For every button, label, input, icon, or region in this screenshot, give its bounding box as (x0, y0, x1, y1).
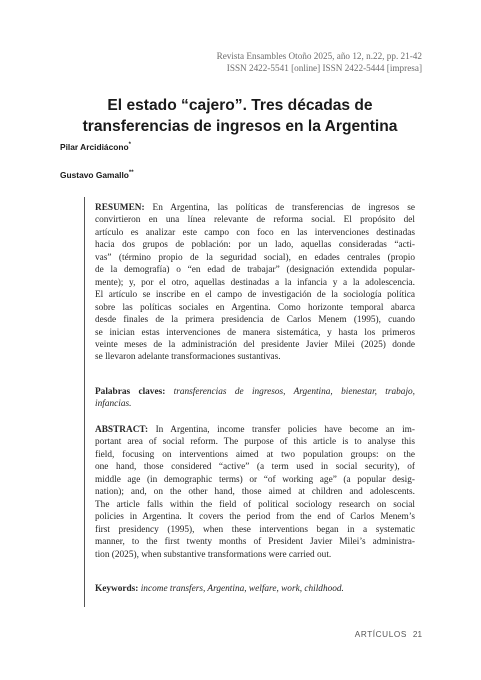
abstract-block (95, 424, 415, 561)
resumen-block (95, 202, 415, 364)
abstract-line: middle age (in demographic terms) or “of working age” (a popular desig- (95, 474, 415, 485)
resumen-line: desde finales de la primera presidencia de Carlos Menem (1995), cuando (95, 315, 415, 326)
keywords-label: Keywords: (95, 584, 139, 594)
author-2-footnote-mark: ** (128, 170, 134, 177)
resumen-line: veinte meses de la administración del presidente Javier Milei (2025) donde (95, 339, 415, 350)
abstract-line: tion (2025), when substantive transformations were carried out. (95, 549, 332, 560)
page-footer (355, 630, 422, 639)
resumen-line: vas” (término propio de la seguridad social), en edades centrales (propio (95, 252, 415, 263)
keywords-line (95, 583, 415, 595)
resumen-line: El artículo se inscribe en el campo de investigación de la sociología política (95, 290, 415, 301)
abstract-line: manner, to the first twenty months of President Javier Milei’s administra- (95, 537, 415, 548)
abstract-line: The article falls within the field of political sociology research on social (95, 499, 415, 510)
keywords-text: income transfers, Argentina, welfare, work, childhood. (140, 584, 344, 594)
palabras-claves-block (95, 386, 415, 411)
page-number: 21 (412, 630, 422, 639)
abstract-line: field, focusing on interventions aimed at two population groups: on the (95, 449, 415, 460)
resumen-line: hacia dos grupos de población: por un lado, aquellas consideradas “acti- (95, 240, 415, 251)
article-title-line-1: El estado “cajero”. Tres décadas de (107, 97, 373, 114)
author-2 (60, 170, 134, 180)
abstract-line: nation); and, on the other hand, those aimed at children and adolescents. (95, 487, 415, 498)
resumen-label: RESUMEN: (95, 203, 145, 213)
resumen-line: se llevaron adelante transformaciones sustantivas. (95, 352, 281, 363)
resumen-line: se inician estas intervenciones de manera sistemática, y hasta los primeros (95, 327, 415, 338)
journal-issn: ISSN 2422-5541 [online] ISSN 2422-5444 [impresa] (226, 63, 422, 73)
author-1 (60, 142, 131, 152)
resumen-line: de la demografía) o “en edad de trabajar” (designación extendida popular- (95, 265, 415, 276)
resumen-line: sobre las políticas sociales en Argentina. Como horizonte temporal abarca (95, 302, 415, 313)
resumen-line: RESUMEN: En Argentina, las políticas de transferencias de ingresos se (95, 203, 415, 213)
article-title-line-2: transferencias de ingresos en la Argentina (82, 118, 398, 135)
abstract-line: one hand, those considered “active” (a term used in social security), of (95, 462, 415, 473)
keywords-block (95, 583, 415, 595)
author-2-name: Gustavo Gamallo (60, 170, 129, 180)
author-1-name: Pilar Arcidiácono (60, 142, 129, 152)
journal-citation: Revista Ensambles Otoño 2025, año 12, n.22, pp. 21-42 (216, 51, 422, 61)
section-label: ARTÍCULOS (354, 630, 407, 639)
author-1-footnote-mark: * (128, 142, 131, 149)
abstract-line: first presidency (1995), when these interventions began in a systematic (95, 524, 415, 535)
article-title (60, 95, 420, 137)
resumen-line: convirtieron en una línea relevante de reforma social. El propósito del (95, 215, 415, 226)
palabras-claves-line: infancias. (95, 399, 132, 410)
abstract-line: portant area of social reform. The purpose of this article is to analyse this (95, 437, 415, 448)
resumen-line: artículo es analizar este campo con foco en las intervenciones destinadas (95, 227, 415, 238)
abstract-label: ABSTRACT: (95, 425, 149, 435)
abstract-line: ABSTRACT: In Argentina, income transfer policies have become an im- (95, 425, 415, 435)
abstract-line: policies in Argentina. It covers the period from the end of Carlos Menem’s (95, 512, 415, 523)
journal-header (102, 50, 422, 74)
resumen-line: mente); y, por el otro, aquellas destinadas a la infancia y a la adolescencia. (95, 277, 415, 288)
palabras-claves-label: Palabras claves: (95, 387, 166, 397)
palabras-claves-line: Palabras claves: transferencias de ingresos, Argentina, bienestar, trabajo, (95, 387, 415, 397)
abstract-panel (84, 197, 430, 607)
